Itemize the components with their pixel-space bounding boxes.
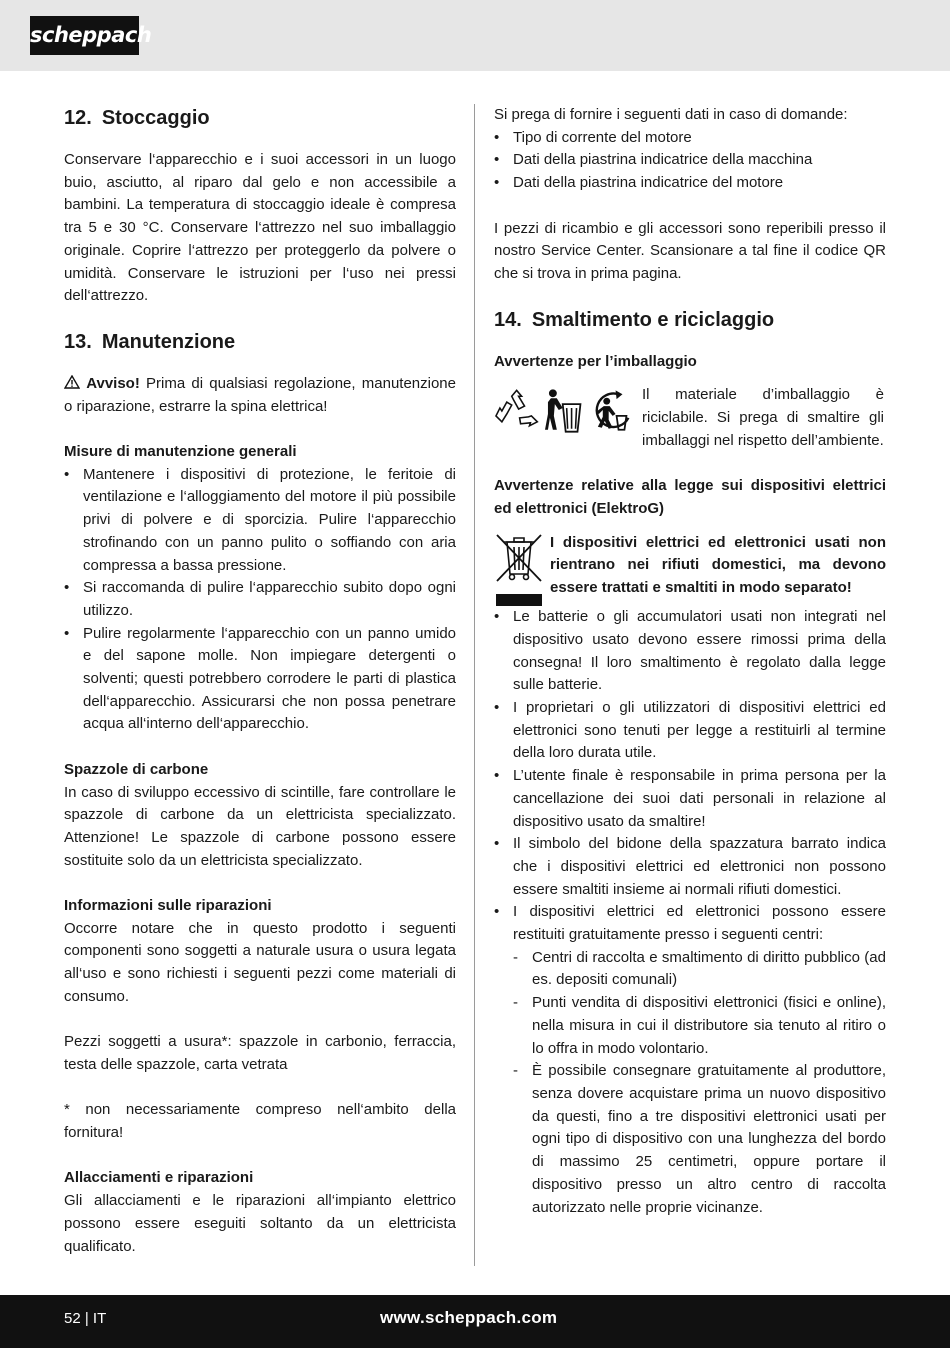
section-14-heading: 14. Smaltimento e riciclaggio <box>494 308 775 331</box>
section-12-heading: 12. Stoccaggio <box>64 107 210 129</box>
carbon-brushes-title: Spazzole di carbone <box>64 760 209 778</box>
weee-warning: I dispositivi elettrici ed elettronici usati non rientrano nei rifiuti domestici, ma devono essere trattati e smaltiti in modo separato! <box>550 533 886 596</box>
data-intro: Si prega di fornire i seguenti dati in caso di domande: <box>494 106 848 123</box>
repair-info-title: Informazioni sulle riparazioni <box>64 897 272 915</box>
page-header <box>0 0 950 71</box>
weee-block <box>494 532 886 607</box>
list-item: • Si raccomanda di pulire l‘apparecchio subito dopo ogni utilizzo. <box>64 577 456 622</box>
packaging-title: Avvertenze per l’imballaggio <box>494 352 697 370</box>
column-divider <box>474 104 475 1266</box>
scheppach-logo: scheppach <box>30 16 139 55</box>
list-item: • Mantenere i dispositivi di protezione, le feritoie di ventilazione e l‘alloggiamento del motore il più possibile privi di polvere e di sporcizia. Pulire l‘apparecchio strofinando con un panno pulito o soffiando con aria compressa a bassa pressione. <box>64 464 456 578</box>
weee-title: Avvertenze relative alla legge sui dispositivi elettrici ed elettronici (ElektroG) <box>494 477 886 517</box>
list-item: • L’utente finale è responsabile in prima persona per la cancellazione dei suoi dati personali in relazione al dispositivo usato da smaltire! <box>494 765 886 833</box>
general-maintenance-title: Misure di manutenzione generali <box>64 443 297 461</box>
spare-parts-text: I pezzi di ricambio e gli accessori sono reperibili presso il nostro Service Center. Scansionare a tal fine il codice QR che si trova in prima pagina. <box>494 219 886 282</box>
list-item: • Dati della piastrina indicatrice della macchina <box>494 149 886 172</box>
crossed-bin-icon <box>494 532 544 584</box>
connections-title: Allacciamenti e riparazioni <box>64 1169 254 1187</box>
carbon-brushes-text: In caso di sviluppo eccessivo di scintille, fare controllare le spazzole di carbone da un elettricista specializzato. Attenzione! Le spazzole di carbone possono essere sostituite solo da un elettricista specializzato. <box>64 783 456 869</box>
recycle-icon <box>494 388 539 434</box>
list-item: • Pulire regolarmente l‘apparecchio con un panno umido e del sapone molle. Non impiegare detergenti o solventi; questi potrebbero corrodere le parti di plastica dell‘apparecchio. Assicurarsi che non possa penetrare acqua all‘interno dell‘apparecchio. <box>64 623 456 737</box>
storage-text: Conservare l‘apparecchio e i suoi accessori in un luogo buio, asciutto, al riparo dal gelo e non accessibile a bambini. La temperatura di stoccaggio ideale è compresa tra 5 e 30 °C. Conservare l‘attrezzo nel suo imballaggio originale. Coprire l‘attrezzo per proteggerlo da polvere o umidità. Conservare le istruzioni per l‘uso nei pressi dell‘attrezzo. <box>64 151 456 305</box>
packaging-block <box>494 384 886 452</box>
section-13-heading: 13. Manutenzione <box>64 330 236 353</box>
right-column <box>494 104 886 1219</box>
list-item: • Tipo di corrente del motore <box>494 127 886 150</box>
warning-icon <box>64 375 86 392</box>
list-item: - Centri di raccolta e smaltimento di diritto pubblico (ad es. depositi comunali) <box>513 947 886 992</box>
recycle-person-icon <box>589 388 634 434</box>
wear-parts-text: Pezzi soggetti a usura*: spazzole in carbonio, ferraccia, testa delle spazzole, carta vetrata <box>64 1033 456 1073</box>
warning-label: Avviso! <box>86 374 140 392</box>
connections-text: Gli allacciamenti e le riparazioni all‘impianto elettrico possono essere eseguiti soltanto da un elettricista qualificato. <box>64 1192 456 1255</box>
warning-text: Prima di qualsiasi regolazione, manutenzione o riparazione, estrarre la spina elettrica! <box>64 374 456 415</box>
repair-info-text: Occorre notare che in questo prodotto i seguenti componenti sono soggetti a naturale usura o usura legata all‘uso e sono richiesti i seguenti pezzi come materiali di consumo. <box>64 919 456 1005</box>
list-item: - Punti vendita di dispositivi elettronici (fisici e online), nella misura in cui il distributore sia tenuto al ritiro o lo offra in modo volontario. <box>513 992 886 1060</box>
page-number: 52 | IT <box>64 1310 107 1327</box>
list-item: • I dispositivi elettrici ed elettronici possono essere restituiti gratuitamente presso i seguenti centri: - Centri di raccolta e smaltimento di diritto pubblico (ad es. depositi comunali) - Punti vendita di dispositivi elettronici (fisici e online), nella misura in cui il distributore sia tenuto al ritiro o lo offra in modo volontario. - È possibile consegnare gratuitamente al produttore, senza dovere acquistare prima un nuovo dispositivo da questi, fino a tre dispositivi elettronici usati per ogni tipo di dispositivo con una lunghezza del bordo di massimo 25 centimetri, oppure portare il dispositivo presso un altro centro di raccolta autorizzato nelle proprie vicinanze. <box>494 901 886 1219</box>
general-maintenance-list <box>64 464 456 736</box>
packaging-text: Il materiale d’imballaggio è riciclabile. Si prega di smaltire gli imballaggi nel rispetto dell’ambiente. <box>642 386 884 449</box>
list-item: • I proprietari o gli utilizzatori di dispositivi elettrici ed elettronici sono tenuti per legge a restituirli al termine della loro durata utile. <box>494 697 886 765</box>
collection-centers-list <box>513 947 886 1219</box>
recycling-icons <box>494 384 634 434</box>
list-item: • Le batterie o gli accumulatori usati non integrati nel dispositivo usato devono essere rimossi prima della consegna! Il loro smaltimento è regolato dalla legge sulle batterie. <box>494 606 886 697</box>
footnote-text: * non necessariamente compreso nell‘ambito della fornitura! <box>64 1101 456 1142</box>
list-item: • Il simbolo del bidone della spazzatura barrato indica che i dispositivi elettrici ed elettronici non possono essere smaltiti insieme ai normali rifiuti domestici. <box>494 833 886 901</box>
weee-bar <box>496 594 542 606</box>
website-link[interactable]: www.scheppach.com <box>380 1308 558 1327</box>
data-list <box>494 127 886 195</box>
page-footer <box>0 1295 950 1348</box>
list-item: - È possibile consegnare gratuitamente al produttore, senza dovere acquistare prima un nuovo dispositivo da questi, fino a tre dispositivi elettronici usati per ogni tipo di dispositivo con una lunghezza del bordo di massimo 25 centimetri, oppure portare il dispositivo presso un altro centro di raccolta autorizzato nelle proprie vicinanze. <box>513 1060 886 1219</box>
tidyman-icon <box>545 388 582 434</box>
weee-list <box>494 606 886 1219</box>
left-column <box>64 104 456 1258</box>
warning-paragraph <box>64 373 456 418</box>
list-item: • Dati della piastrina indicatrice del motore <box>494 172 886 195</box>
